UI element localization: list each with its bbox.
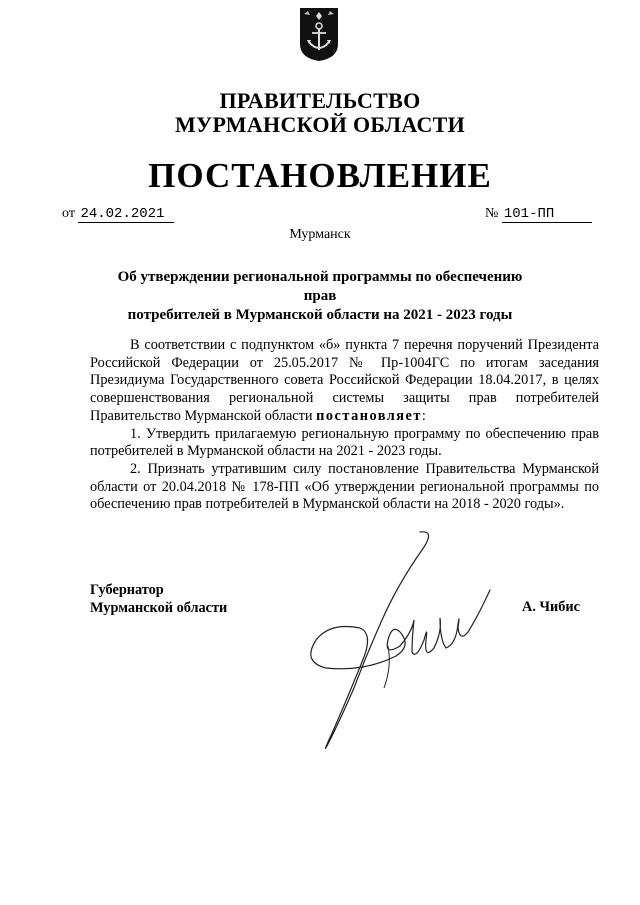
number-value: 101-ПП	[502, 206, 592, 223]
signatory-name: А. Чибис	[522, 599, 580, 615]
number-prefix: №	[485, 206, 499, 221]
intro-paragraph	[90, 337, 599, 426]
date-prefix: от	[62, 206, 75, 221]
government-name-line2: МУРМАНСКОЙ ОБЛАСТИ	[174, 112, 466, 137]
decree-word: постановляет	[316, 407, 422, 424]
document-number	[485, 206, 592, 223]
decree-colon: :	[421, 407, 426, 424]
document-type: ПОСТАНОВЛЕНИЕ	[148, 156, 492, 195]
murmansk-coat-of-arms-icon	[298, 6, 340, 62]
document-body	[90, 337, 599, 514]
city-name: Мурманск	[289, 227, 351, 242]
title-line2: потребителей в Мурманской области на 2021 - 2023 годы	[127, 307, 513, 323]
signatory-title-line2: Мурманской области	[90, 599, 228, 616]
date-value: 24.02.2021	[78, 206, 174, 223]
document-date	[62, 206, 174, 223]
handwritten-signature	[300, 528, 500, 768]
item-1-paragraph: 1. Утвердить прилагаемую региональную программу по обеспечению прав потребителей в Мурманской области на 2021 - 2023 годы.	[90, 425, 599, 460]
government-name-line1: ПРАВИТЕЛЬСТВО	[219, 88, 421, 113]
document-title	[105, 268, 535, 325]
intro-text: В соответствии с подпунктом «б» пункта 7 перечня поручений Президента Российской Федерации от 25.05.2017 № Пр-1004ГС по итогам заседания Президиума Государственного совета Российской Федерации 18.04.2017, в целях совершенствования региональной системы защиты прав потребителей Правительство Мурманской области	[90, 337, 599, 424]
title-line1: Об утверждении региональной программы по обеспечению прав	[117, 269, 523, 304]
item-2-paragraph: 2. Признать утратившим силу постановление Правительства Мурманской области от 20.04.2018 № 178-ПП «Об утверждении региональной программы по обеспечению прав потребителей в Мурманской области на 2018 - 2020 годы».	[90, 460, 599, 513]
signatory-title-line1: Губернатор	[90, 582, 164, 598]
signatory-title	[90, 582, 227, 617]
